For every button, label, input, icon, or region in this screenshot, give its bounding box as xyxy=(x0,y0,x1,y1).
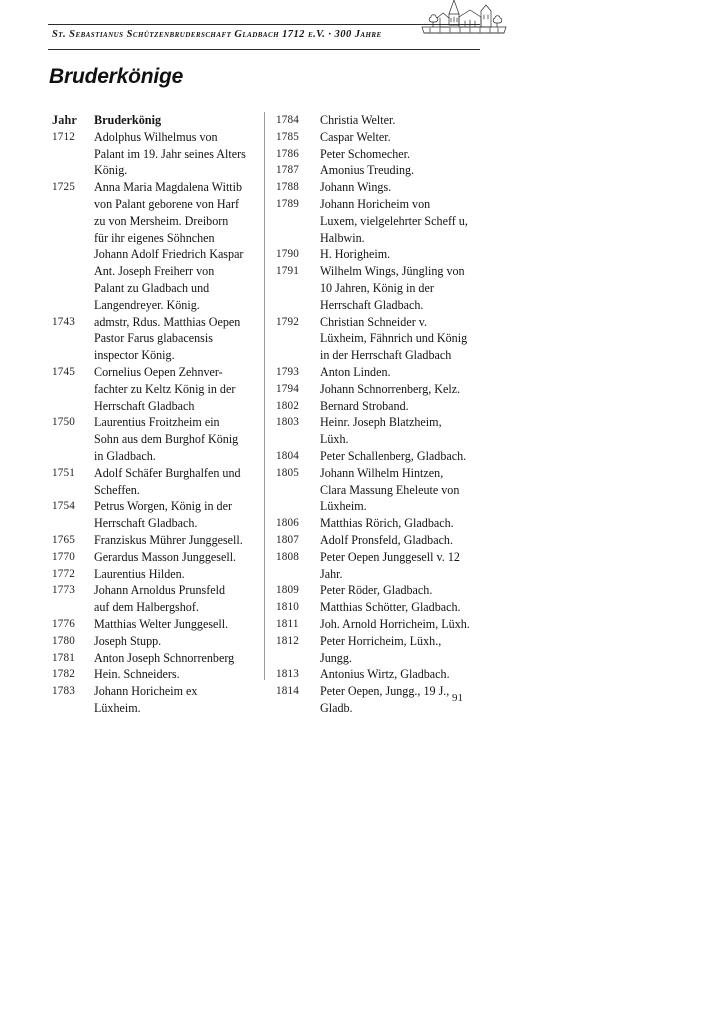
table-row xyxy=(52,179,257,313)
row-name-line: Johann Horicheim von xyxy=(320,196,431,211)
row-name-line: Ant. Joseph Freiherr von xyxy=(94,264,215,279)
row-name-line: Johann Wilhelm Hintzen, xyxy=(320,465,444,480)
row-name-line: Johann Schnorrenberg, Kelz. xyxy=(320,381,461,396)
row-name-line: Anton Linden. xyxy=(320,364,391,379)
row-name xyxy=(94,414,257,464)
table-row xyxy=(52,650,257,667)
row-year: 1789 xyxy=(276,197,299,210)
row-name-line: Johann Adolf Friedrich Kaspar xyxy=(94,247,244,262)
row-name-line: Peter Oepen Junggesell v. 12 xyxy=(320,549,460,564)
row-year: 1802 xyxy=(276,399,299,412)
table-row xyxy=(52,465,257,499)
row-name-line: Adolphus Wilhelmus von xyxy=(94,129,218,144)
row-name-line: für ihr eigenes Söhnchen xyxy=(94,230,215,245)
row-name-line: Matthias Rörich, Gladbach. xyxy=(320,516,454,531)
table-row xyxy=(276,129,486,146)
row-year: 1793 xyxy=(276,365,299,378)
row-name xyxy=(320,162,486,179)
row-year: 1780 xyxy=(52,634,75,647)
row-name xyxy=(94,549,257,566)
row-name-line: Peter Oepen, Jungg., 19 J., xyxy=(320,684,450,699)
row-name xyxy=(94,498,257,532)
table-row xyxy=(276,146,486,163)
table-row xyxy=(52,364,257,414)
row-year: 1813 xyxy=(276,668,299,681)
row-year: 1785 xyxy=(276,130,299,143)
row-name xyxy=(94,364,257,414)
table-row xyxy=(276,633,486,667)
row-name xyxy=(320,398,486,415)
table-row xyxy=(276,162,486,179)
row-name xyxy=(320,129,486,146)
row-year: 1782 xyxy=(52,668,75,681)
row-name-line: Gladb. xyxy=(320,700,353,715)
row-name xyxy=(320,179,486,196)
row-name-line: Matthias Welter Junggesell. xyxy=(94,616,229,631)
table-row xyxy=(52,129,257,179)
row-name-line: in der Herrschaft Gladbach xyxy=(320,348,452,363)
row-name xyxy=(320,112,486,129)
row-name-line: Palant zu Gladbach und xyxy=(94,280,210,295)
row-name xyxy=(320,246,486,263)
row-year: 1754 xyxy=(52,500,75,513)
row-year: 1814 xyxy=(276,685,299,698)
row-name-line: Peter Röder, Gladbach. xyxy=(320,583,433,598)
row-name xyxy=(320,666,486,683)
table-row xyxy=(276,112,486,129)
row-year: 1787 xyxy=(276,164,299,177)
row-name xyxy=(94,582,257,616)
row-name-line: Lüxheim, Fähnrich und König xyxy=(320,331,468,346)
row-name-line: 10 Jahren, König in der xyxy=(320,280,434,295)
row-name-line: Palant im 19. Jahr seines Alters xyxy=(94,146,246,161)
page-title: Bruderkönige xyxy=(49,65,184,88)
row-name-line: Johann Horicheim ex xyxy=(94,684,198,699)
row-year: 1765 xyxy=(52,533,75,546)
table-row xyxy=(276,448,486,465)
row-name-line: Caspar Welter. xyxy=(320,129,391,144)
row-year: 1809 xyxy=(276,584,299,597)
row-year: 1773 xyxy=(52,584,75,597)
row-name-line: Langendreyer. König. xyxy=(94,297,200,312)
row-name xyxy=(320,414,486,448)
table-row xyxy=(276,196,486,246)
page-number: 91 xyxy=(452,692,463,704)
row-name-line: Sohn aus dem Burghof König xyxy=(94,432,239,447)
row-name-line: Johann Arnoldus Prunsfeld xyxy=(94,583,226,598)
row-year: 1808 xyxy=(276,550,299,563)
row-name-line: Adolf Pronsfeld, Gladbach. xyxy=(320,532,454,547)
running-head-text: St. Sebastianus Schützenbruderschaft Gladbach 1712 e.V. · 300 Jahre xyxy=(52,29,382,40)
table-row xyxy=(52,616,257,633)
table-row xyxy=(276,414,486,448)
table-row xyxy=(276,179,486,196)
row-name xyxy=(320,146,486,163)
row-name-line: Franziskus Mührer Junggesell. xyxy=(94,532,243,547)
row-name-line: Peter Schomecher. xyxy=(320,146,411,161)
column-divider xyxy=(264,112,265,680)
row-name-line: König. xyxy=(94,163,128,178)
row-name-line: Petrus Worgen, König in der xyxy=(94,499,232,514)
row-name xyxy=(320,515,486,532)
row-name-line: admstr, Rdus. Matthias Oepen xyxy=(94,314,241,329)
row-name xyxy=(94,566,257,583)
row-name xyxy=(94,650,257,667)
row-name-line: von Palant geborene von Harf xyxy=(94,196,240,211)
row-name-line: Wilhelm Wings, Jüngling von xyxy=(320,264,465,279)
row-name-line: Scheffen. xyxy=(94,482,140,497)
row-name-line: Johann Wings. xyxy=(320,180,392,195)
row-year: 1812 xyxy=(276,634,299,647)
row-name-line: Luxem, vielgelehrter Scheff u, xyxy=(320,213,468,228)
row-name xyxy=(320,465,486,515)
row-name-line: Amonius Treuding. xyxy=(320,163,415,178)
row-year: 1784 xyxy=(276,114,299,126)
row-name-line: Christian Schneider v. xyxy=(320,314,428,329)
village-church-skyline-icon xyxy=(410,0,520,41)
row-name xyxy=(94,179,257,313)
row-year: 1807 xyxy=(276,533,299,546)
table-row xyxy=(276,364,486,381)
row-name xyxy=(320,532,486,549)
row-name xyxy=(94,666,257,683)
row-name-line: Joh. Arnold Horricheim, Lüxh. xyxy=(320,616,470,631)
table-row xyxy=(276,246,486,263)
table-row xyxy=(276,314,486,364)
row-year: 1781 xyxy=(52,651,75,664)
row-name xyxy=(320,633,486,667)
row-year: 1804 xyxy=(276,449,299,462)
row-name-line: Herrschaft Gladbach. xyxy=(94,516,198,531)
row-name-line: Jungg. xyxy=(320,650,352,665)
table-row xyxy=(276,666,486,683)
row-name-line: Lüxheim. xyxy=(94,700,141,715)
row-name-line: Pastor Farus glabacensis xyxy=(94,331,213,346)
table-column-right xyxy=(276,112,486,717)
row-name xyxy=(320,616,486,633)
row-name xyxy=(320,582,486,599)
row-name-line: Cornelius Oepen Zehnver- xyxy=(94,364,223,379)
table-row xyxy=(52,414,257,464)
row-name-line: in Gladbach. xyxy=(94,448,156,463)
row-name xyxy=(94,616,257,633)
row-year: 1786 xyxy=(276,147,299,160)
row-year: 1751 xyxy=(52,466,75,479)
row-name-line: Adolf Schäfer Burghalfen und xyxy=(94,465,241,480)
row-year: 1788 xyxy=(276,181,299,194)
row-name-line: fachter zu Keltz König in der xyxy=(94,381,236,396)
row-name-line: Anton Joseph Schnorrenberg xyxy=(94,650,235,665)
row-name-line: Lüxh. xyxy=(320,432,349,447)
row-year: 1745 xyxy=(52,365,75,378)
row-year: 1810 xyxy=(276,601,299,614)
table-row xyxy=(276,616,486,633)
row-name xyxy=(94,129,257,179)
row-name-line: Jahr. xyxy=(320,566,343,581)
row-year: 1712 xyxy=(52,130,75,143)
row-year: 1794 xyxy=(276,382,299,395)
row-name-line: H. Horigheim. xyxy=(320,247,391,262)
row-name-line: Halbwin. xyxy=(320,230,365,245)
row-name-line: Peter Schallenberg, Gladbach. xyxy=(320,448,467,463)
table-row xyxy=(52,314,257,364)
row-name-line: Peter Horricheim, Lüxh., xyxy=(320,633,442,648)
row-year: 1806 xyxy=(276,517,299,530)
table-row xyxy=(276,532,486,549)
row-name xyxy=(320,448,486,465)
table-row xyxy=(276,582,486,599)
row-name-line: Matthias Schötter, Gladbach. xyxy=(320,600,461,615)
table-column-left xyxy=(52,112,257,717)
table-row xyxy=(276,465,486,515)
row-name-line: Heinr. Joseph Blatzheim, xyxy=(320,415,442,430)
row-name-line: Joseph Stupp. xyxy=(94,633,162,648)
column-header-name: Bruderkönig xyxy=(94,113,162,127)
table-header-row xyxy=(52,112,257,129)
row-year: 1776 xyxy=(52,617,75,630)
table-row xyxy=(52,582,257,616)
row-name-line: Hein. Schneiders. xyxy=(94,667,180,682)
table-row xyxy=(52,683,257,717)
row-name-line: Anna Maria Magdalena Wittib xyxy=(94,180,243,195)
row-year: 1791 xyxy=(276,265,299,278)
row-name-line: Gerardus Masson Junggesell. xyxy=(94,549,237,564)
row-name-line: Laurentius Hilden. xyxy=(94,566,185,581)
row-year: 1743 xyxy=(52,315,75,328)
row-name-line: Laurentius Froitzheim ein xyxy=(94,415,220,430)
row-year: 1750 xyxy=(52,416,75,429)
row-name xyxy=(94,532,257,549)
table-row xyxy=(276,263,486,313)
row-name xyxy=(94,465,257,499)
table-row xyxy=(276,515,486,532)
row-year: 1770 xyxy=(52,550,75,563)
table-row xyxy=(276,549,486,583)
row-name-line: Antonius Wirtz, Gladbach. xyxy=(320,667,450,682)
row-name-line: Lüxheim. xyxy=(320,499,367,514)
row-year: 1811 xyxy=(276,617,299,630)
row-name xyxy=(320,364,486,381)
row-year: 1790 xyxy=(276,248,299,261)
row-name xyxy=(320,381,486,398)
row-year: 1805 xyxy=(276,466,299,479)
table-row xyxy=(52,498,257,532)
table-row xyxy=(52,566,257,583)
table-body-left xyxy=(52,129,257,717)
table-row xyxy=(276,398,486,415)
row-year: 1772 xyxy=(52,567,75,580)
row-name xyxy=(320,549,486,583)
row-name-line: Clara Massung Eheleute von xyxy=(320,482,460,497)
row-year: 1792 xyxy=(276,315,299,328)
row-year: 1725 xyxy=(52,181,75,194)
row-name xyxy=(320,263,486,313)
running-head-rule-bottom xyxy=(48,49,480,50)
table-row xyxy=(52,549,257,566)
table-row xyxy=(52,532,257,549)
row-name xyxy=(320,599,486,616)
row-name-line: Christia Welter. xyxy=(320,113,396,127)
row-year: 1783 xyxy=(52,685,75,698)
row-name-line: zu von Mersheim. Dreiborn xyxy=(94,213,229,228)
row-name xyxy=(320,314,486,364)
row-name xyxy=(320,196,486,246)
row-name xyxy=(94,683,257,717)
row-name-line: Bernard Stroband. xyxy=(320,398,409,413)
column-header-year: Jahr xyxy=(52,113,77,127)
row-name-line: Herrschaft Gladbach xyxy=(94,398,195,413)
table-body-right xyxy=(276,112,486,717)
row-name xyxy=(94,633,257,650)
row-name xyxy=(94,314,257,364)
row-name-line: auf dem Halbergshof. xyxy=(94,600,199,615)
row-name-line: inspector König. xyxy=(94,348,175,363)
table-row xyxy=(52,666,257,683)
table-row xyxy=(276,381,486,398)
table-row xyxy=(52,633,257,650)
table-row xyxy=(276,599,486,616)
row-name-line: Herrschaft Gladbach. xyxy=(320,297,424,312)
row-year: 1803 xyxy=(276,416,299,429)
